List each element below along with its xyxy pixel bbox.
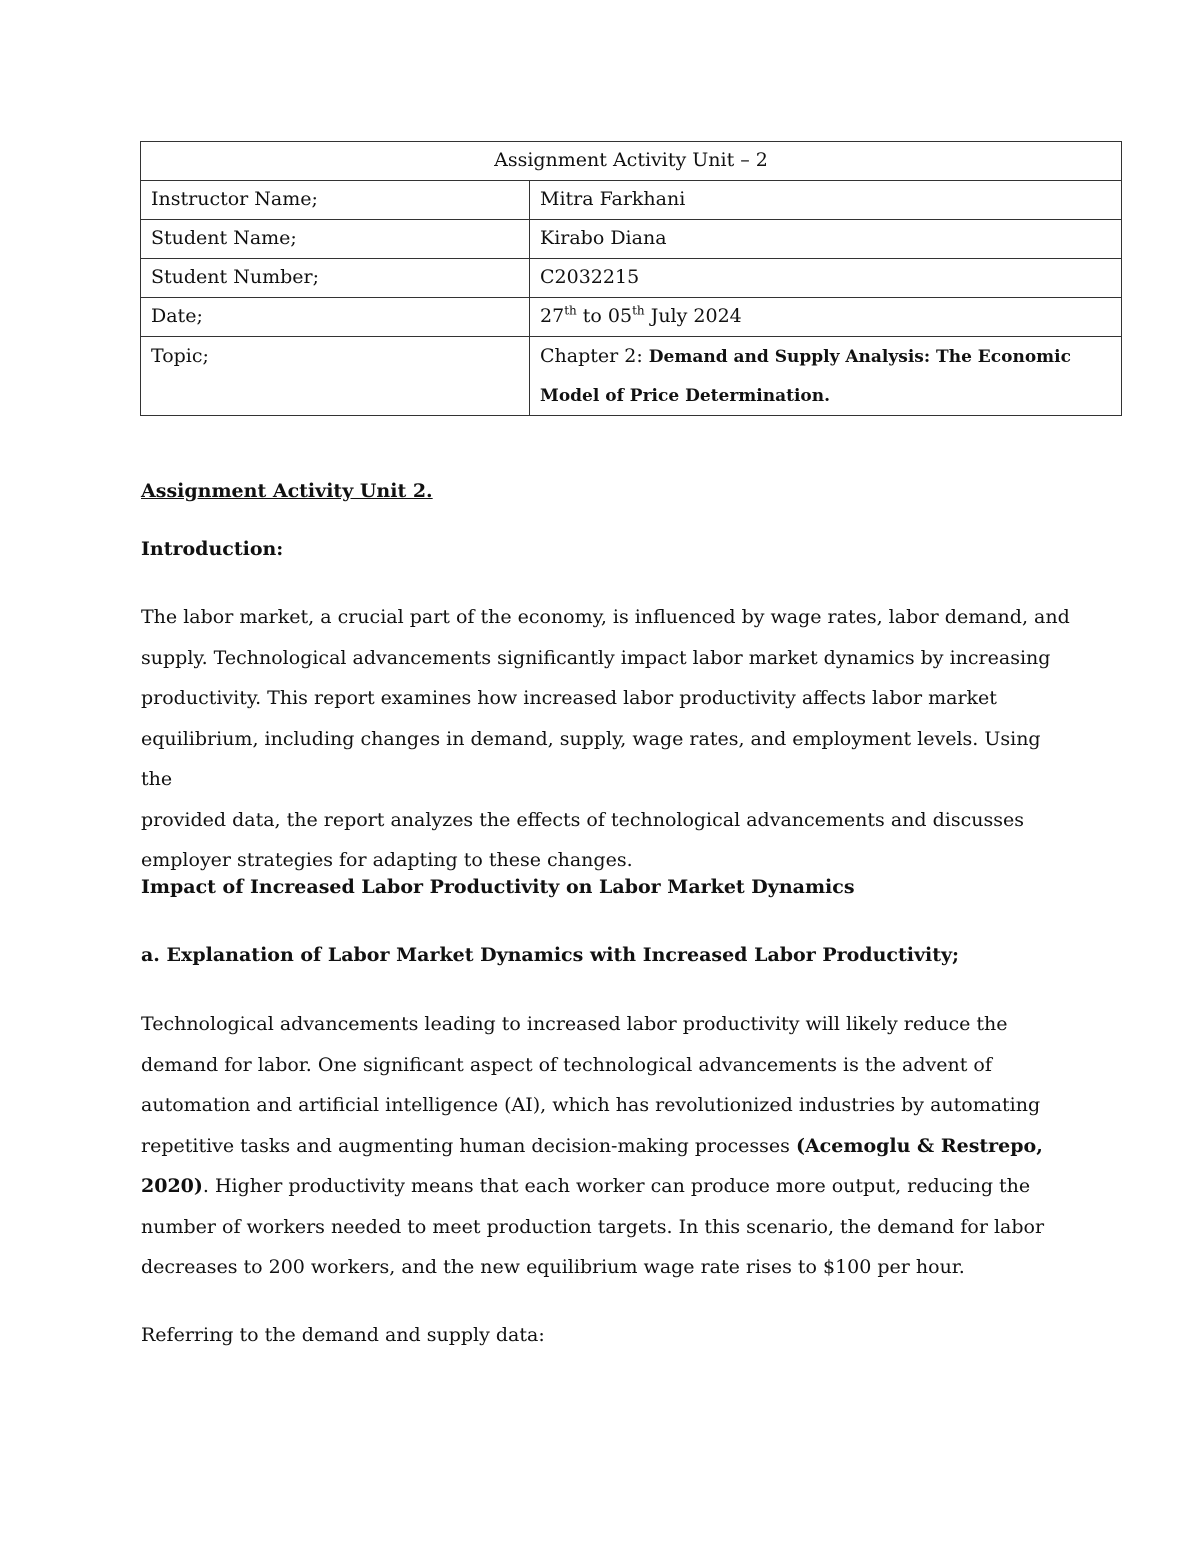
impact-heading: Impact of Increased Labor Productivity on Labor Market Dynamics: [141, 876, 855, 898]
student-number-label: Student Number;: [141, 259, 530, 298]
topic-title-line1: Demand and Supply Analysis: The Economic: [648, 347, 1071, 367]
closing-line: Referring to the demand and supply data:: [141, 1324, 545, 1346]
date-month-year: July 2024: [644, 305, 742, 327]
student-number-value: C2032215: [530, 259, 1122, 298]
labor-dynamics-paragraph: [141, 1004, 1076, 1288]
assignment-info-table: [140, 141, 1122, 416]
date-label: Date;: [141, 298, 530, 337]
instructor-name-value: Mitra Farkhani: [530, 181, 1122, 220]
date-suffix-start: th: [564, 303, 577, 318]
table-row: [141, 337, 1122, 416]
topic-title-line2: Model of Price Determination.: [540, 386, 831, 406]
date-suffix-end: th: [632, 303, 645, 318]
student-name-label: Student Name;: [141, 220, 530, 259]
paragraph-text-part2: . Higher productivity means that each worker can produce more output, reducing the number of workers needed to meet production targets. In this scenario, the demand for labor decreases to 200 workers, and the new equilibrium wage rate rises to $100 per hour.: [141, 1175, 1045, 1278]
date-day-start: 27: [540, 305, 565, 327]
table-row: [141, 298, 1122, 337]
table-row: [141, 181, 1122, 220]
topic-label: Topic;: [141, 337, 530, 416]
topic-prefix: Chapter 2:: [540, 345, 649, 367]
table-row: [141, 259, 1122, 298]
date-day-end: to 05: [576, 305, 633, 327]
table-title: Assignment Activity Unit – 2: [141, 142, 1122, 181]
document-title: Assignment Activity Unit 2.: [141, 480, 433, 502]
date-value: [530, 298, 1122, 337]
student-name-value: Kirabo Diana: [530, 220, 1122, 259]
table-title-row: [141, 142, 1122, 181]
topic-value: [530, 337, 1122, 416]
table-row: [141, 220, 1122, 259]
subsection-a-heading: a. Explanation of Labor Market Dynamics with Increased Labor Productivity;: [141, 944, 960, 966]
introduction-paragraph: The labor market, a crucial part of the economy, is influenced by wage rates, labor demand, and supply. Technological advancements significantly impact labor market dynamics by increasing productivity. This report examines how increased labor productivity affects labor market equilibrium, including changes in demand, supply, wage rates, and employment levels. Using the provided data, the report analyzes the effects of technological advancements and discusses employer strategies for adapting to these changes.: [141, 606, 1070, 871]
citation: (Acemoglu & Restrepo, 2020): [141, 1134, 1043, 1197]
instructor-name-label: Instructor Name;: [141, 181, 530, 220]
introduction-heading: Introduction:: [141, 538, 284, 560]
paragraph-text-part1: Technological advancements leading to increased labor productivity will likely reduce the demand for labor. One significant aspect of technological advancements is the advent of automation and artificial intelligence (AI), which has revolutionized industries by automating repetitive tasks and augmenting human decision-making processes: [141, 1013, 1041, 1157]
